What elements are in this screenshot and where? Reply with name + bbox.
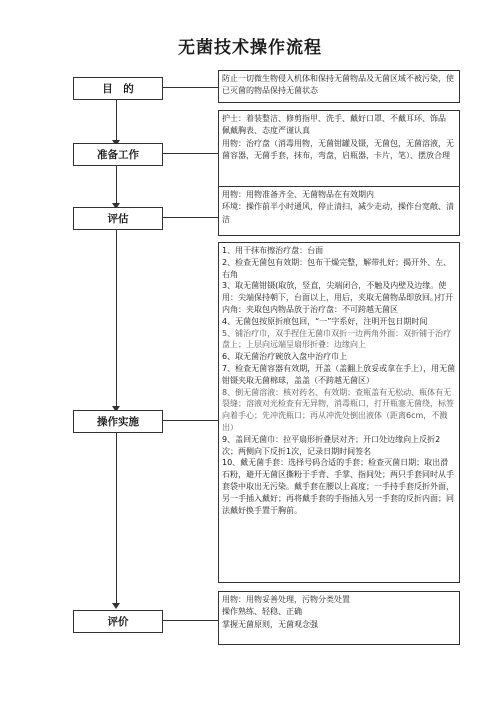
content-line: 4、无菌包按原折痕包回，“一”字系好，注明开包日期时间	[222, 316, 428, 326]
flow-connector	[116, 163, 117, 208]
step-content-assessment	[218, 186, 460, 236]
label-connector	[162, 620, 218, 621]
content-line: 6、取无菌治疗碗放入盘中治疗巾上	[222, 352, 348, 362]
content-line: 5、铺治疗巾，双手捏住无菌巾双折一边两角外面：双折铺于治疗盘上；上层向远端呈扇形折叠：边缘向上	[222, 328, 452, 350]
label-connector	[162, 217, 218, 218]
flow-arrow	[112, 603, 120, 609]
content-line: 10、戴无菌手套：选择号码合适的手套；检查灭菌日期；取出滑石粉，避开无菌区撕粉于手背、手掌、指间处；两只手套同时从手套袋中取出无污染。戴手套在腰以上高度；一手持手套反折外面，另一手插入戴好；再将戴手套的手指插入另一手套的反折内面；同法戴好换手置于胸前。	[222, 458, 454, 515]
content-line: 用物：用物准备齐全、无菌物品在有效期内	[222, 190, 374, 199]
content-line: 2、检查无菌包有效期：包布干燥完整，解带扎好；揭开外、左、右角	[222, 257, 452, 279]
step-label-evaluation: 评价	[73, 610, 163, 633]
label-connector	[162, 420, 218, 421]
step-label-assessment: 评估	[73, 207, 163, 230]
step-content-evaluation	[218, 591, 460, 645]
page-title: 无菌技术操作流程	[178, 38, 322, 58]
step-content-implementation	[218, 242, 460, 583]
flow-connector	[116, 97, 117, 144]
content-line: 环境：操作前半小时通风，停止清扫，减少走动，操作台宽敞、清洁	[222, 202, 454, 224]
label-connector	[162, 87, 218, 88]
content-line: 用物：治疗盘（消毒用物，无菌钳罐及镊，无菌包，无菌溶液，无菌容器，无菌手套，抹布，弯盘，启瓶器，卡片，笔）、摆放合理	[222, 138, 454, 161]
content-line: 8、倒无菌溶液：核对药名、有效期；查瓶盖有无松动、瓶体有无裂缝；溶液对光检查有无异物，消毒瓶口，打开瓶塞无菌绕，标签向着手心；先冲洗瓶口；再从冲洗处倒出液体（距离6cm，不溅出）	[222, 387, 454, 432]
label-connector	[162, 153, 218, 154]
content-line: 9、盖回无菌巾：拉平扇形折叠层对齐；开口处边缘向上反折2次；两侧向下反折1次，记录日期时间签名	[222, 434, 441, 456]
content-line: 1、用干抹布擦治疗盘：台面	[222, 246, 324, 255]
content-line: 掌握无菌原则，无菌观念强	[222, 619, 318, 629]
content-line: 护士：着装整洁、修剪指甲、洗手、戴好口罩、不戴耳环、饰品 佩戴胸表、态度严谨认真	[222, 114, 446, 136]
content-line: 操作熟练、轻稳、正确	[222, 607, 302, 617]
content-line: 3、取无菌钳镊(取放，竖直，尖端闭合，不触及内壁及边缘。使用：尖端保持朝下，台面以上，用后，夹取无菌物品即放回。)打开内角：夹取包内物品放于治疗盘：不可跨越无菌区	[222, 281, 454, 314]
content-line: 防止一切微生物侵入机体和保持无菌物品及无菌区域不被污染，使已灭菌的物品保持无菌状态	[222, 74, 454, 96]
step-label-purpose: 目 的	[73, 77, 163, 100]
flow-connector	[116, 227, 117, 411]
content-line: 7、检查无菌容器有效期，开盖（盖翻上放妥或拿在手上），用无菌钳镊夹取无菌棉球，盖盖（不跨越无菌区）	[222, 363, 456, 385]
flow-connector	[116, 430, 117, 607]
step-content-purpose	[218, 70, 460, 103]
step-label-implementation: 操作实施	[73, 410, 163, 433]
step-content-preparation	[218, 110, 460, 196]
step-label-preparation: 准备工作	[73, 143, 163, 166]
content-line: 用物：用物妥善处理，污物分类处置	[222, 595, 350, 604]
